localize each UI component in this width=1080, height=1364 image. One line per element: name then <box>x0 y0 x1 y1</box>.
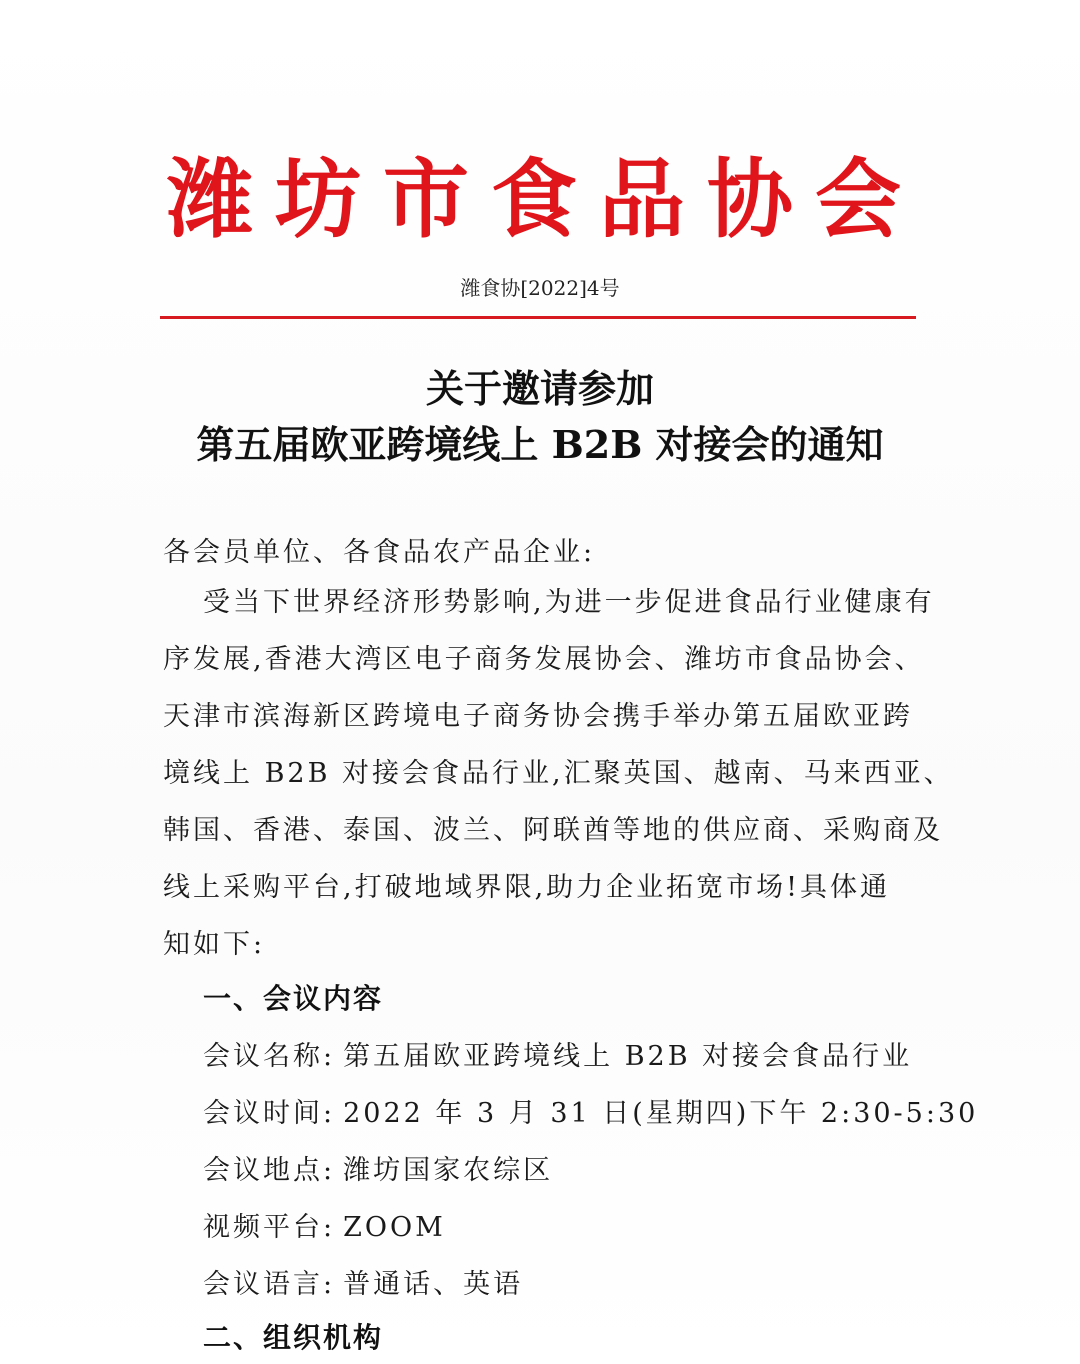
field-value: 2022 年 3 月 31 日(星期四)下午 2:30-5:30 <box>343 1098 979 1129</box>
notice-title-line-2: 第五届欧亚跨境线上 B2B 对接会的通知 <box>196 422 884 467</box>
paragraph-line: 序发展,香港大湾区电子商务发展协会、潍坊市食品协会、 <box>163 644 925 675</box>
field-meeting-name <box>203 1034 912 1073</box>
field-value: ZOOM <box>343 1212 446 1243</box>
paragraph-line: 知如下: <box>163 929 266 960</box>
field-label: 会议地点: <box>203 1155 336 1186</box>
field-label: 视频平台: <box>203 1212 336 1243</box>
paragraph-line: 受当下世界经济形势影响,为进一步促进食品行业健康有 <box>203 587 935 618</box>
header-divider <box>160 316 916 319</box>
organization-title: 潍坊市食品协会 <box>167 150 923 250</box>
field-label: 会议时间: <box>203 1098 336 1129</box>
field-value: 潍坊国家农综区 <box>343 1155 554 1186</box>
salutation: 各会员单位、各食品农产品企业: <box>163 537 596 568</box>
field-video-platform <box>203 1205 446 1244</box>
section-heading-meeting-content: 一、会议内容 <box>203 982 384 1015</box>
paragraph-line: 线上采购平台,打破地域界限,助力企业拓宽市场!具体通 <box>163 872 891 903</box>
field-meeting-location <box>203 1148 553 1187</box>
field-meeting-time <box>203 1091 978 1130</box>
field-label: 会议语言: <box>203 1269 336 1300</box>
paragraph-line: 天津市滨海新区跨境电子商务协会携手举办第五届欧亚跨 <box>163 701 913 732</box>
field-meeting-language <box>203 1262 523 1301</box>
section-heading-organization: 二、组织机构 <box>203 1321 384 1354</box>
paragraph-line: 韩国、香港、泰国、波兰、阿联酋等地的供应商、采购商及 <box>163 815 943 846</box>
notice-title-line-1: 关于邀请参加 <box>425 366 654 411</box>
field-label: 会议名称: <box>203 1041 336 1072</box>
field-value: 普通话、英语 <box>343 1269 524 1300</box>
document-number: 潍食协[2022]4号 <box>460 276 620 300</box>
field-value: 第五届欧亚跨境线上 B2B 对接会食品行业 <box>343 1041 913 1072</box>
paragraph-line: 境线上 B2B 对接会食品行业,汇聚英国、越南、马来西亚、 <box>163 758 954 789</box>
